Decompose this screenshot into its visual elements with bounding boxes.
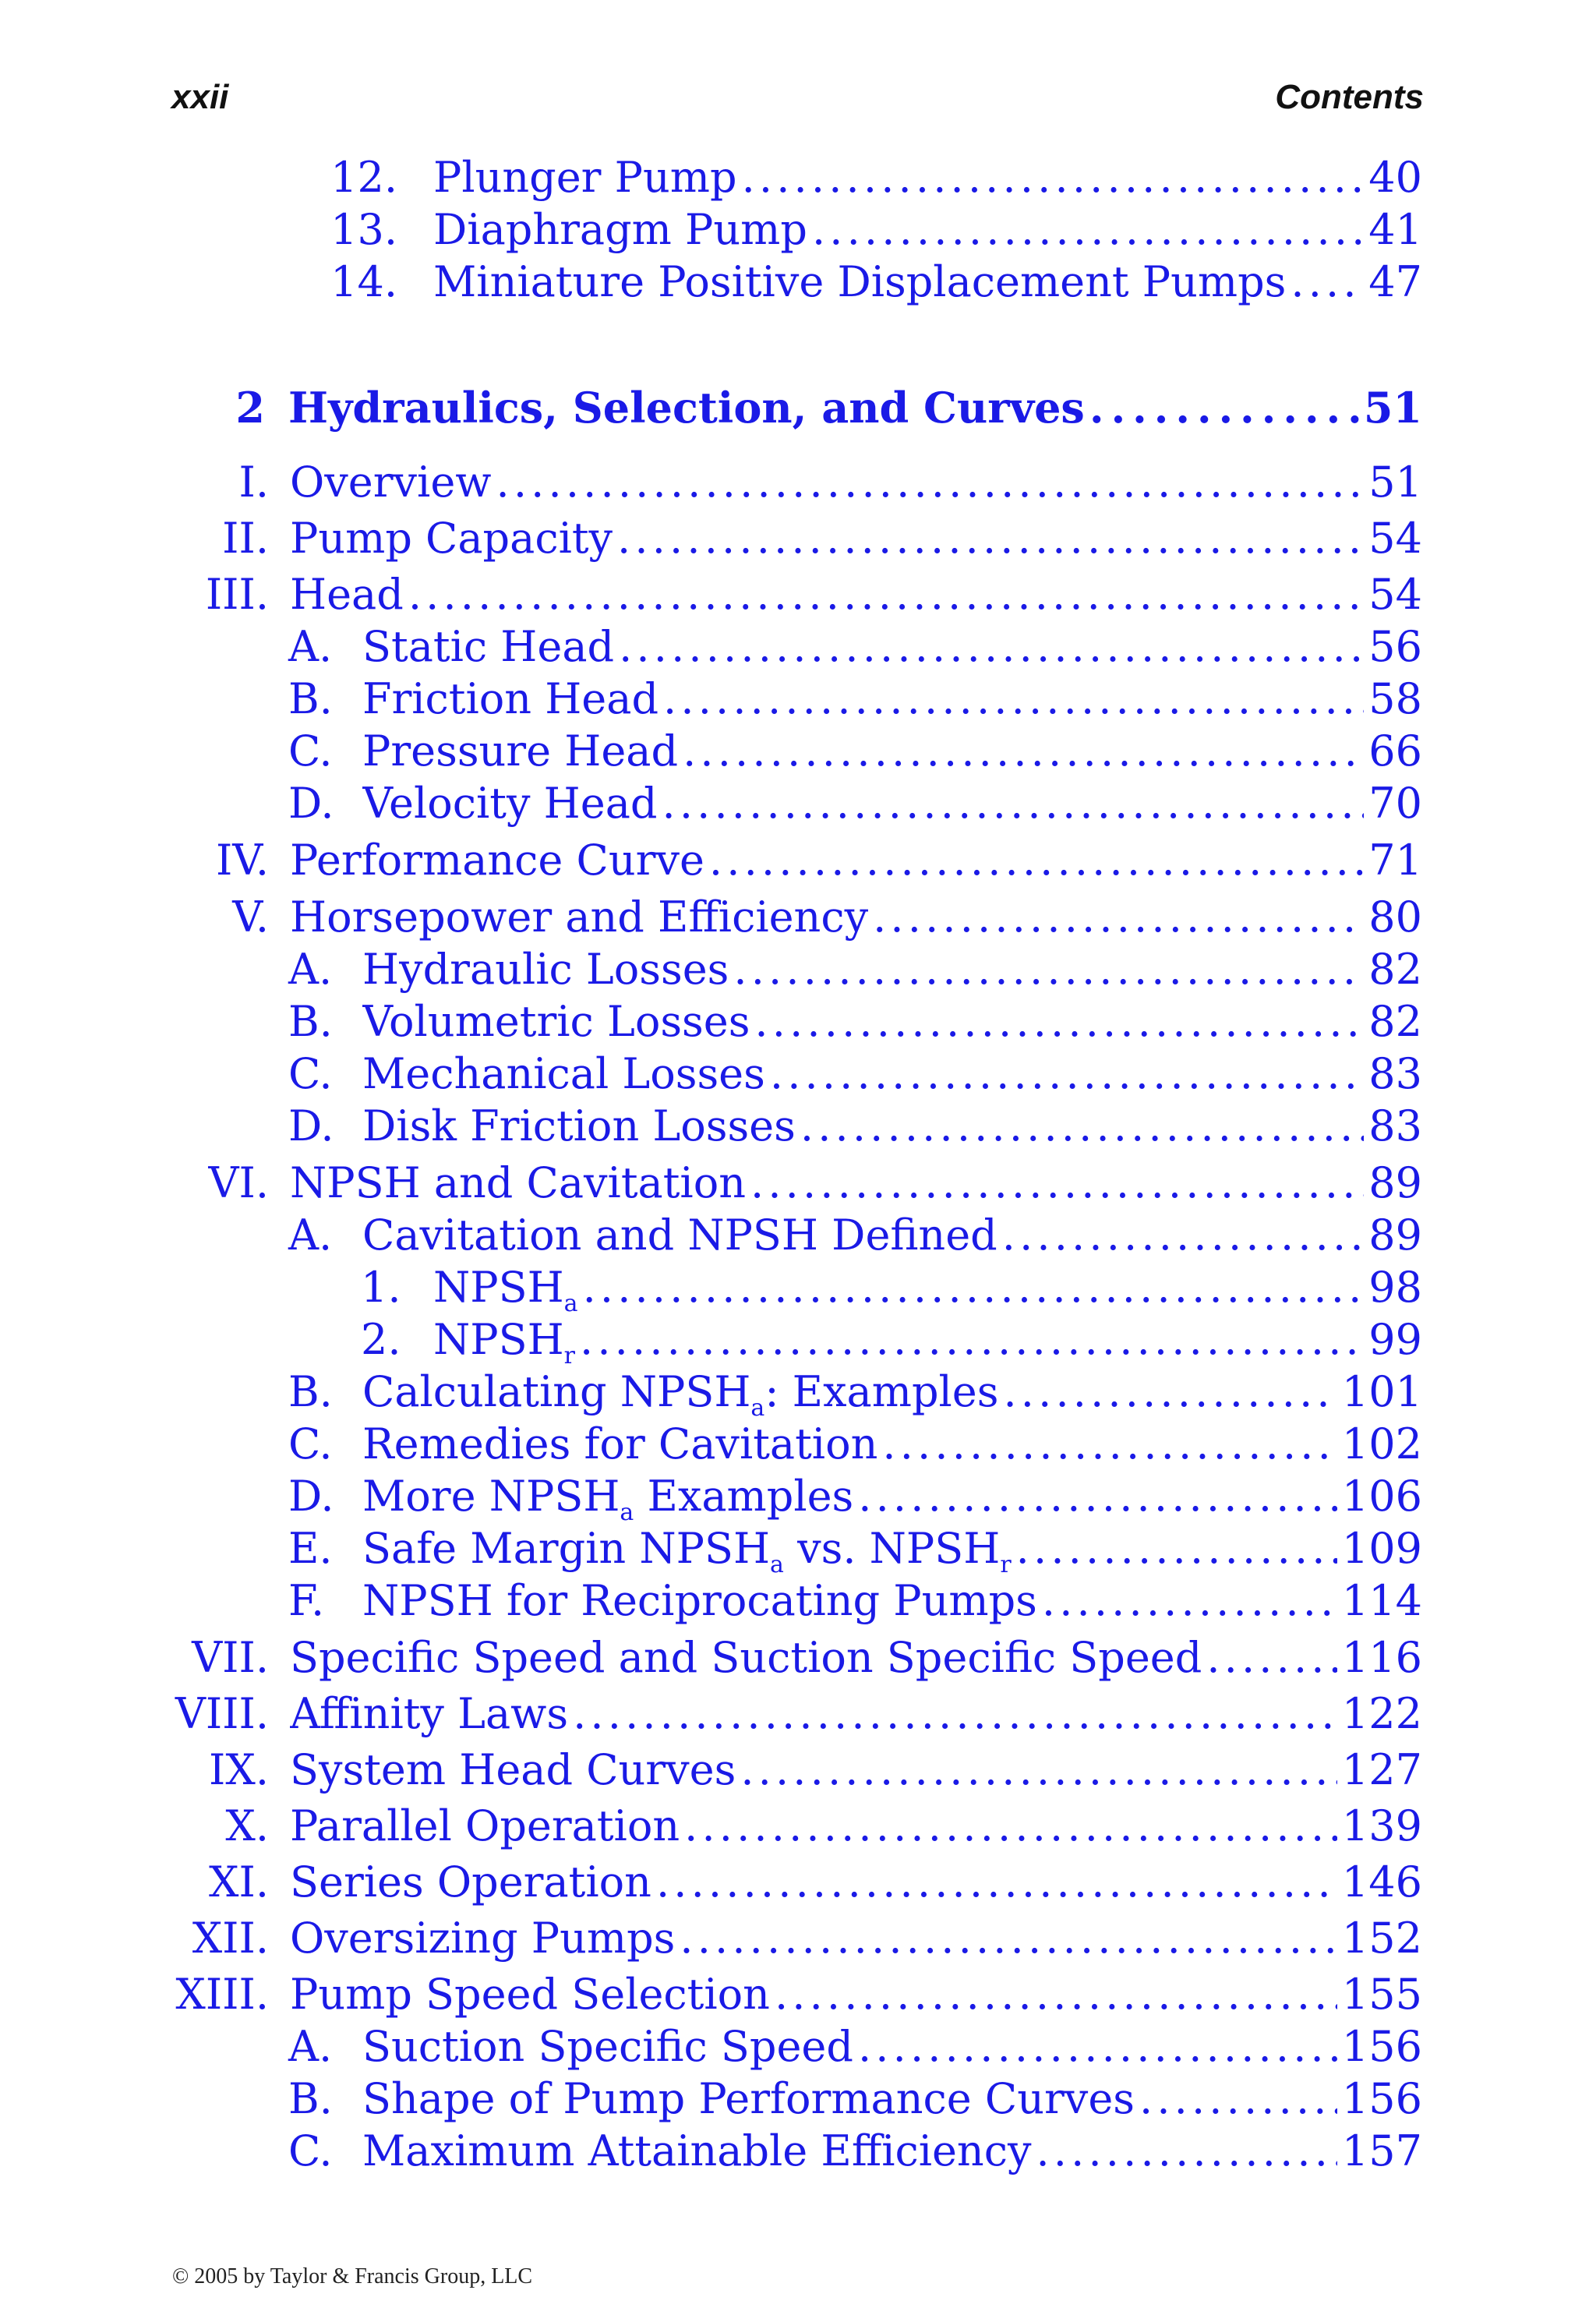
entry-title: Pressure Head [362, 726, 679, 776]
entry-page: 40 [1368, 153, 1422, 202]
entry-title: Head [290, 570, 404, 619]
entry-number: F. [288, 1576, 325, 1625]
entry-number: I. [238, 458, 269, 507]
dot-leader [1206, 1632, 1337, 1684]
entry-title: Shape of Pump Performance Curves [362, 2074, 1135, 2123]
entry-page: 80 [1368, 892, 1422, 942]
entry-page: 156 [1341, 2074, 1422, 2123]
entry-number: C. [288, 1049, 333, 1098]
entry-number: A. [288, 1210, 333, 1260]
toc-entry-npsh-cavitation [0, 1157, 1596, 1209]
entry-number: E. [288, 1524, 333, 1573]
dot-leader [1089, 382, 1359, 433]
entry-title: NPSH for Reciprocating Pumps [362, 1576, 1037, 1625]
entry-number: III. [205, 570, 269, 619]
toc-entry-suction-specific [0, 2021, 1596, 2073]
entry-page: 71 [1368, 836, 1422, 885]
entry-title: Specific Speed and Suction Specific Speed [290, 1633, 1202, 1682]
entry-title: Static Head [362, 622, 615, 671]
entry-page: 102 [1341, 1419, 1422, 1468]
dot-leader [580, 1314, 1364, 1366]
entry-page: 82 [1368, 997, 1422, 1046]
toc-entry-series [0, 1857, 1596, 1908]
entry-page: 116 [1341, 1633, 1422, 1682]
dot-leader [1291, 256, 1364, 308]
entry-page: 70 [1368, 779, 1422, 828]
dot-leader [740, 1744, 1337, 1796]
dot-leader [733, 944, 1364, 995]
dot-leader [750, 1157, 1364, 1209]
toc-entry-npshr [0, 1314, 1596, 1366]
toc-entry-mechanical-losses [0, 1048, 1596, 1100]
toc-entry-affinity-laws [0, 1688, 1596, 1740]
entry-number: D. [288, 1101, 334, 1150]
entry-number: C. [288, 2126, 333, 2175]
dot-leader [1042, 1575, 1337, 1627]
toc-entry-friction-head [0, 673, 1596, 725]
entry-page: 66 [1368, 726, 1422, 776]
toc-entry-hydraulic-losses [0, 944, 1596, 995]
toc-entry-system-head [0, 1744, 1596, 1796]
copyright-notice: © 2005 by Taylor & Francis Group, LLC [172, 2264, 533, 2288]
entry-page: 156 [1341, 2022, 1422, 2071]
entry-title: Horsepower and Efficiency [290, 892, 869, 942]
entry-title: Hydraulic Losses [362, 945, 729, 994]
entry-page: 41 [1368, 205, 1422, 254]
chapter-title: Hydraulics, Selection, and Curves [288, 383, 1085, 433]
toc-entry-reciprocating [0, 1575, 1596, 1627]
toc-entry-more-npsha [0, 1471, 1596, 1522]
entry-page: 139 [1341, 1801, 1422, 1850]
entry-number: 13. [330, 205, 397, 254]
dot-leader [812, 204, 1364, 256]
entry-page: 122 [1341, 1689, 1422, 1738]
dot-leader [656, 1857, 1337, 1908]
toc-entry-pressure-head [0, 726, 1596, 777]
dot-leader [684, 1801, 1337, 1852]
entry-title: Disk Friction Losses [362, 1101, 796, 1150]
entry-title: Calculating $NPSH_a$: Examples [362, 1367, 999, 1418]
entry-page: 54 [1368, 570, 1422, 619]
dot-leader [619, 621, 1364, 673]
chapter-number: 2 [235, 383, 265, 433]
dot-leader [680, 1913, 1337, 1964]
entry-number: B. [288, 997, 333, 1046]
dot-leader [858, 1471, 1337, 1522]
entry-title: Miniature Positive Displacement Pumps [433, 257, 1287, 306]
dot-leader [1036, 2126, 1336, 2177]
toc-entry-cavitation-defined [0, 1210, 1596, 1261]
toc-entry-parallel [0, 1801, 1596, 1852]
entry-title: Remedies for Cavitation [362, 1419, 878, 1468]
entry-title: Parallel Operation [290, 1801, 680, 1850]
entry-page: 127 [1341, 1745, 1422, 1794]
dot-leader [800, 1101, 1364, 1152]
entry-number: A. [288, 2022, 333, 2071]
toc-entry-velocity-head [0, 778, 1596, 829]
toc-entry-shape-curves [0, 2073, 1596, 2125]
section-title: Contents [1275, 78, 1424, 116]
entry-number: B. [288, 2074, 333, 2123]
entry-page: 83 [1368, 1101, 1422, 1150]
entry-page: 47 [1368, 257, 1422, 306]
entry-page: 58 [1368, 674, 1422, 723]
entry-page: 51 [1368, 458, 1422, 507]
entry-title: Suction Specific Speed [362, 2022, 853, 2071]
entry-number: A. [288, 945, 333, 994]
toc-entry-miniature-pumps [0, 256, 1596, 308]
entry-title: Safe Margin $NPSH_a$ vs. $NPSH_r$ [362, 1524, 1012, 1575]
dot-leader [683, 726, 1364, 777]
toc-entry-oversizing [0, 1913, 1596, 1964]
entry-title: Performance Curve [290, 836, 704, 885]
toc-entry-performance-curve [0, 835, 1596, 886]
toc-chapter-2 [0, 382, 1596, 433]
entry-title: $NPSH_a$ [433, 1263, 578, 1313]
entry-number: D. [288, 779, 334, 828]
dot-leader [1016, 1523, 1337, 1575]
dot-leader [709, 835, 1364, 886]
dot-leader [408, 569, 1364, 620]
entry-title: Oversizing Pumps [290, 1914, 676, 1963]
entry-number: D. [288, 1472, 334, 1521]
toc-entry-specific-speed [0, 1632, 1596, 1684]
dot-leader [663, 673, 1364, 725]
entry-page: 155 [1341, 1970, 1422, 2019]
entry-title: NPSH and Cavitation [290, 1158, 746, 1207]
page-folio: xxii [171, 78, 229, 116]
toc-entry-head [0, 569, 1596, 620]
entry-title: Cavitation and NPSH Defined [362, 1210, 998, 1260]
entry-page: 89 [1368, 1158, 1422, 1207]
entry-number: X. [225, 1801, 269, 1850]
dot-leader [1139, 2073, 1337, 2125]
dot-leader [754, 996, 1364, 1048]
dot-leader [882, 1419, 1337, 1470]
entry-number: VI. [208, 1158, 269, 1207]
entry-title: Friction Head [362, 674, 659, 723]
toc-entry-pump-capacity [0, 513, 1596, 564]
toc-entry-horsepower [0, 892, 1596, 943]
entry-page: 82 [1368, 945, 1422, 994]
entry-page: 152 [1341, 1914, 1422, 1963]
entry-number: V. [232, 892, 269, 942]
toc-entry-speed-selection [0, 1969, 1596, 2020]
entry-page: 54 [1368, 514, 1422, 563]
entry-title: More $NPSH_a$ Examples [362, 1472, 854, 1522]
dot-leader [1003, 1366, 1336, 1418]
entry-number: XII. [192, 1914, 269, 1963]
entry-page: 83 [1368, 1049, 1422, 1098]
dot-leader [770, 1048, 1364, 1100]
entry-number: IX. [209, 1745, 269, 1794]
toc-entry-disk-friction [0, 1101, 1596, 1152]
entry-number: VII. [192, 1633, 269, 1682]
entry-number: 14. [330, 257, 397, 306]
toc-entry-volumetric-losses [0, 996, 1596, 1048]
entry-page: 114 [1341, 1576, 1422, 1625]
entry-title: Velocity Head [362, 779, 658, 828]
entry-title: Mechanical Losses [362, 1049, 765, 1098]
entry-title: Pump Capacity [290, 514, 613, 563]
entry-title: Pump Speed Selection [290, 1970, 770, 2019]
entry-number: B. [288, 674, 333, 723]
toc-entry-static-head [0, 621, 1596, 673]
entry-number: C. [288, 726, 333, 776]
entry-title: Affinity Laws [290, 1689, 569, 1738]
dot-leader [662, 778, 1364, 829]
entry-title: Plunger Pump [433, 153, 737, 202]
toc-entry-overview [0, 457, 1596, 508]
entry-page: 106 [1341, 1472, 1422, 1521]
dot-leader [1002, 1210, 1365, 1261]
entry-number: B. [288, 1367, 333, 1416]
entry-title: Maximum Attainable Efficiency [362, 2126, 1032, 2175]
entry-number: VIII. [175, 1689, 269, 1738]
dot-leader [617, 513, 1364, 564]
toc-entry-diaphragm-pump [0, 204, 1596, 256]
chapter-page: 51 [1363, 383, 1422, 433]
dot-leader [496, 457, 1365, 508]
entry-page: 157 [1341, 2126, 1422, 2175]
entry-title: Series Operation [290, 1857, 651, 1907]
entry-number: 2. [361, 1315, 401, 1364]
entry-page: 56 [1368, 622, 1422, 671]
toc-entry-remedies [0, 1419, 1596, 1470]
entry-title: System Head Curves [290, 1745, 736, 1794]
entry-page: 98 [1368, 1263, 1422, 1312]
entry-title: $NPSH_r$ [433, 1315, 576, 1366]
entry-number: II. [222, 514, 269, 563]
entry-title: Volumetric Losses [362, 997, 750, 1046]
entry-number: C. [288, 1419, 333, 1468]
toc-entry-plunger-pump [0, 152, 1596, 203]
entry-number: IV. [215, 836, 269, 885]
entry-page: 101 [1341, 1367, 1422, 1416]
toc-entry-calculating-npsha [0, 1366, 1596, 1418]
dot-leader [742, 152, 1365, 203]
entry-title: Diaphragm Pump [433, 205, 807, 254]
toc-entry-safe-margin [0, 1523, 1596, 1575]
entry-number: XI. [209, 1857, 269, 1907]
dot-leader [775, 1969, 1337, 2020]
entry-number: XIII. [175, 1970, 269, 2019]
entry-title: Overview [290, 458, 492, 507]
entry-number: 12. [330, 153, 397, 202]
dot-leader [583, 1262, 1365, 1313]
entry-page: 146 [1341, 1857, 1422, 1907]
entry-page: 89 [1368, 1210, 1422, 1260]
entry-number: 1. [361, 1263, 401, 1312]
entry-page: 99 [1368, 1315, 1422, 1364]
toc-entry-npsha [0, 1262, 1596, 1313]
dot-leader [873, 892, 1364, 943]
entry-page: 109 [1341, 1524, 1422, 1573]
dot-leader [573, 1688, 1337, 1740]
running-head [171, 78, 1424, 125]
dot-leader [858, 2021, 1337, 2073]
toc-entry-max-efficiency [0, 2126, 1596, 2177]
entry-number: A. [288, 622, 333, 671]
